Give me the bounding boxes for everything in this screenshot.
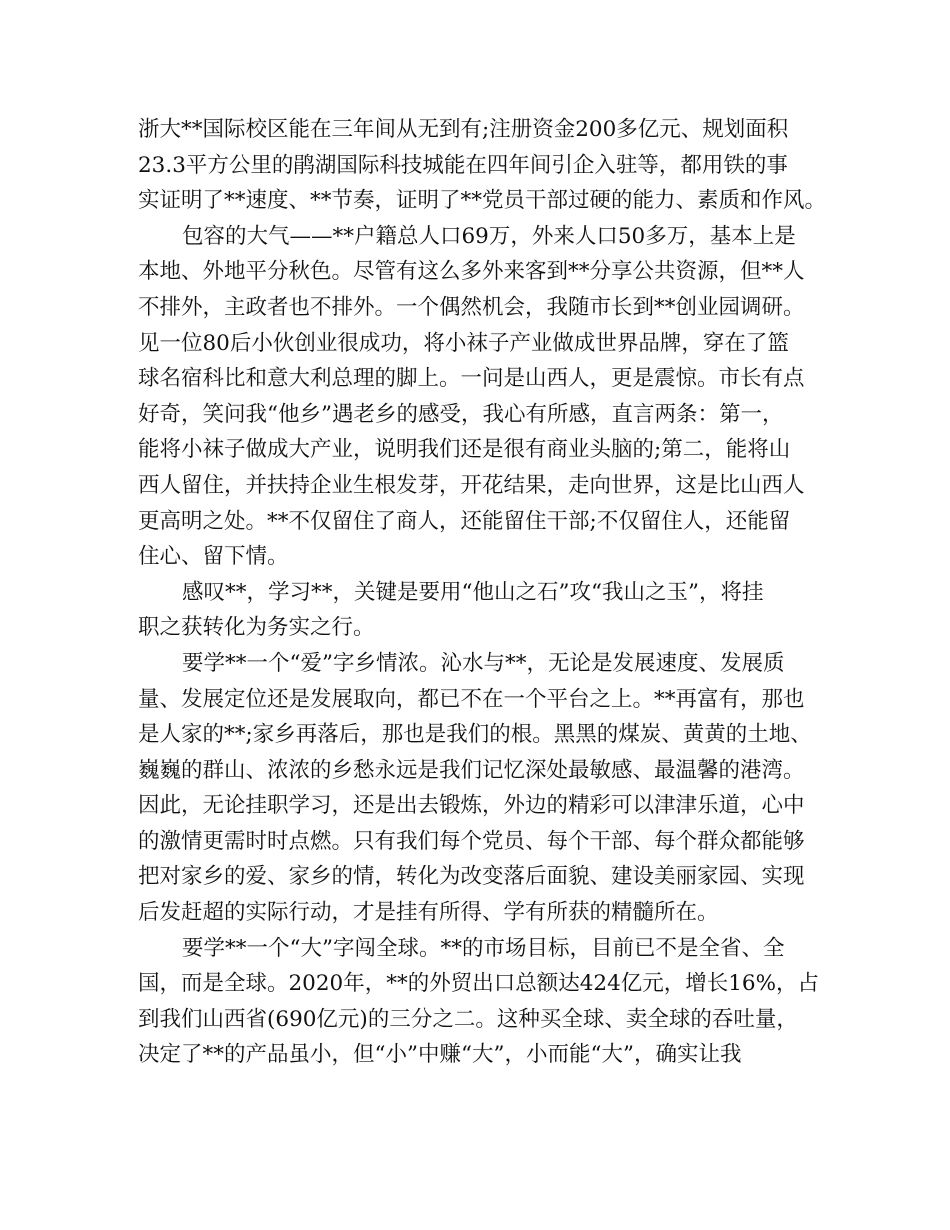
text-line: 量、发展定位还是发展取向，都已不在一个平台之上。**再富有，那也 — [138, 686, 805, 712]
text-line: 更高明之处。**不仅留住了商人，还能留住干部;不仅留住人，还能留 — [138, 508, 791, 534]
text-line: 因此，无论挂职学习，还是出去锻炼，外边的精彩可以津津乐道，心中 — [138, 793, 805, 819]
paragraph-start-line: 要学**一个“爱”字乡情浓。沁水与**，无论是发展速度、发展质 — [182, 650, 785, 676]
text-line: 见一位80后小伙创业很成功，将小袜子产业做成世界品牌，穿在了篮 — [138, 330, 789, 356]
text-line: 把对家乡的爱、家乡的情，转化为改变落后面貌、建设美丽家园、实现 — [138, 864, 805, 890]
text-line: 巍巍的群山、浓浓的乡愁永远是我们记忆深处最敏感、最温馨的港湾。 — [138, 757, 805, 783]
paragraph-start-line: 要学**一个“大”字闯全球。**的市场目标，目前已不是全省、全 — [182, 935, 785, 961]
text-line: 西人留住，并扶持企业生根发芽，开花结果，走向世界，这是比山西人 — [138, 472, 805, 498]
text-line: 的激情更需时时点燃。只有我们每个党员、每个干部、每个群众都能够 — [138, 828, 805, 854]
text-line: 球名宿科比和意大利总理的脚上。一问是山西人，更是震惊。市长有点 — [138, 366, 805, 392]
text-line: 23.3平方公里的鹃湖国际科技城能在四年间引企入驻等，都用铁的事 — [138, 152, 788, 178]
text-line: 职之获转化为务实之行。 — [138, 615, 375, 641]
paragraph-start-line: 包容的大气——**户籍总人口69万，外来人口50多万，基本上是 — [182, 223, 796, 249]
text-line: 后发赶超的实际行动，才是挂有所得、学有所获的精髓所在。 — [138, 900, 719, 926]
paragraph-start-line: 感叹**，学习**，关键是要用“他山之石”攻“我山之玉”，将挂 — [182, 579, 764, 605]
text-line: 住心、留下情。 — [138, 544, 289, 570]
text-line: 决定了**的产品虽小，但“小”中赚“大”，小而能“大”，确实让我 — [138, 1042, 742, 1068]
text-line: 本地、外地平分秋色。尽管有这么多外来客到**分享公共资源，但**人 — [138, 259, 805, 285]
text-line: 能将小袜子做成大产业，说明我们还是很有商业头脑的;第二，能将山 — [138, 437, 791, 463]
text-line: 是人家的**;家乡再落后，那也是我们的根。黑黑的煤炭、黄黄的土地、 — [138, 722, 812, 748]
text-line: 国，而是全球。2020年，**的外贸出口总额达424亿元，增长16%，占 — [138, 971, 820, 997]
body-text — [138, 112, 828, 1073]
text-line: 好奇，笑问我“他乡”遇老乡的感受，我心有所感，直言两条：第一， — [138, 401, 784, 427]
text-line: 不排外，主政者也不排外。一个偶然机会，我随市长到**创业园调研。 — [138, 294, 805, 320]
text-line: 实证明了**速度、**节奏，证明了**党员干部过硬的能力、素质和作风。 — [138, 188, 827, 214]
text-line: 浙大**国际校区能在三年间从无到有;注册资金200多亿元、规划面积 — [138, 117, 789, 142]
text-line: 到我们山西省(690亿元)的三分之二。这种买全球、卖全球的吞吐量， — [138, 1006, 798, 1032]
